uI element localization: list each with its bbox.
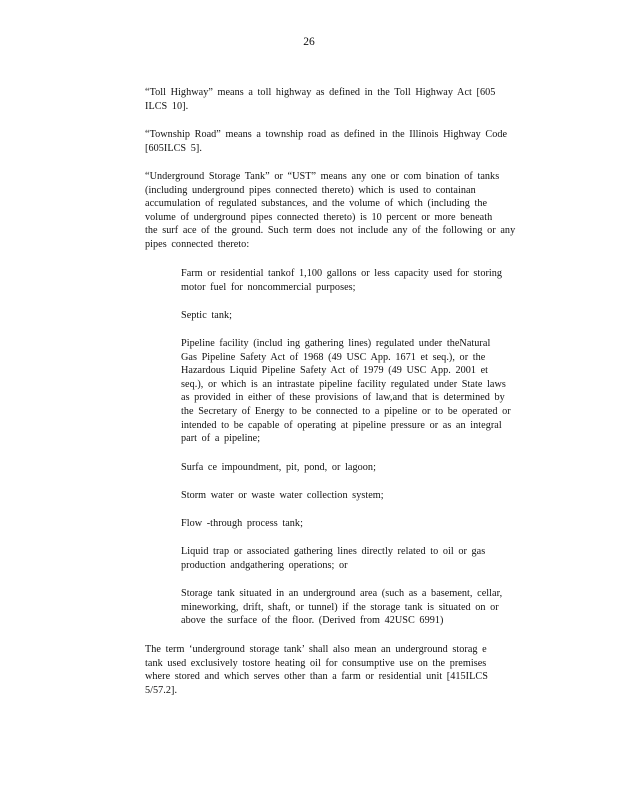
exclusion-liquid-trap [181, 545, 531, 572]
text-line: motor fuel for noncommercial purposes; [181, 281, 356, 293]
exclusion-flow-through-tank [181, 517, 531, 531]
text-line: Storm water or waste water collection system; [181, 490, 384, 501]
text-line: seq.), or which is an intrastate pipeline facility regulated under State laws [181, 378, 506, 390]
text-line: Farm or residential tankof 1,100 gallons or less capacity used for storing [181, 268, 503, 279]
text-line: “Toll Highway” means a toll highway as defined in the Toll Highway Act [605 [145, 87, 496, 98]
text-line: intended to be capable of operating at pipeline pressure or as an integral [181, 419, 502, 431]
text-line: mineworking, drift, shaft, or tunnel) if the storage tank is situated on or [181, 601, 499, 613]
text-line: Surfa ce impoundment, pit, pond, or lagoon; [181, 462, 376, 473]
text-line: “Township Road” means a township road as defined in the Illinois Highway Code [145, 129, 508, 140]
text-line: the Secretary of Energy to be connected to a pipeline or to be operated or [181, 405, 511, 417]
exclusion-surface-impoundment [181, 461, 531, 475]
text-line: [605ILCS 5]. [145, 142, 202, 154]
text-line: tank used exclusively tostore heating oil for consumptive use on the premises [145, 657, 487, 669]
text-line: Liquid trap or associated gathering lines directly related to oil or gas [181, 546, 486, 557]
exclusion-pipeline-facility [181, 337, 531, 446]
definition-township-road [145, 128, 537, 155]
text-line: 5/57.2]. [145, 684, 178, 696]
text-line: Pipeline facility (includ ing gathering lines) regulated under theNatural [181, 338, 491, 349]
text-line: Gas Pipeline Safety Act of 1968 (49 USC App. 1671 et seq.), or the [181, 351, 486, 363]
text-line: pipes connected thereto: [145, 238, 250, 250]
page-number: 26 [303, 36, 315, 48]
definition-underground-storage-tank [145, 170, 537, 252]
text-line: (including underground pipes connected thereto) which is used to containan [145, 184, 476, 196]
text-line: Flow -through process tank; [181, 518, 303, 529]
exclusion-farm-tank [181, 267, 531, 294]
exclusion-septic-tank [181, 309, 531, 323]
text-line: part of a pipeline; [181, 433, 261, 445]
text-line: volume of underground pipes connected thereto) is 10 percent or more beneath [145, 211, 493, 223]
text-line: where stored and which serves other than a farm or residential unit [415ILCS [145, 671, 488, 683]
text-line: Septic tank; [181, 310, 232, 321]
text-line: the surf ace of the ground. Such term does not include any of the following or any [145, 225, 516, 237]
text-line: “Underground Storage Tank” or “UST” means any one or com bination of tanks [145, 171, 500, 182]
text-line: Hazardous Liquid Pipeline Safety Act of 1979 (49 USC App. 2001 et [181, 365, 489, 377]
definition-toll-highway [145, 86, 537, 113]
text-line: production andgathering operations; or [181, 559, 348, 571]
text-line: Storage tank situated in an underground area (such as a basement, cellar, [181, 588, 503, 599]
text-line: as provided in either of these provisions of law,and that is determined by [181, 392, 505, 404]
text-line: accumulation of regulated substances, and the volume of which (including the [145, 198, 488, 210]
text-line: above the surface of the floor. (Derived from 42USC 6991) [181, 615, 444, 627]
closing-paragraph [145, 643, 537, 697]
exclusion-storage-tank-underground-area [181, 587, 531, 628]
exclusion-storm-water [181, 489, 531, 503]
text-line: The term ‘underground storage tank’ shall also mean an underground storag e [145, 644, 487, 655]
text-line: ILCS 10]. [145, 100, 189, 112]
